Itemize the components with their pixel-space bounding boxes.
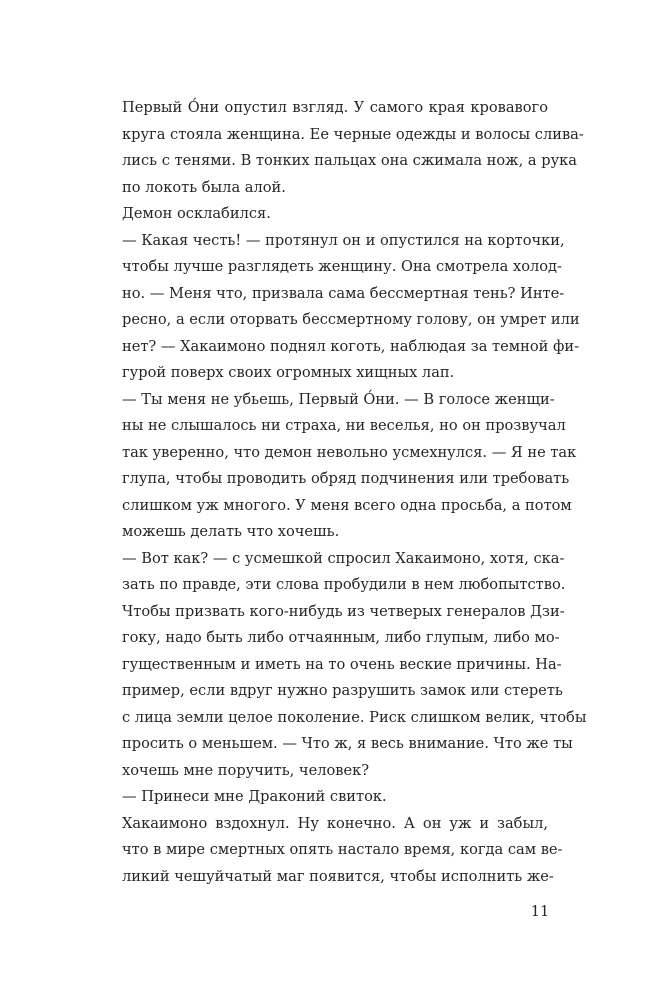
text-line: Демон осклабился. [122, 205, 271, 222]
text-line: но. — Меня что, призвала сама бессмертная тень? Инте- [122, 284, 565, 302]
text-line: глупа, чтобы проводить обряд подчинения или требовать [122, 470, 570, 487]
text-line: ны не слышалось ни страха, ни веселья, но он прозвучал [122, 417, 566, 434]
text-line: слишком уж многого. У меня всего одна просьба, а потом [122, 496, 572, 514]
text-line: гущественным и иметь на то очень веские причины. На- [122, 655, 562, 673]
text-line: ресно, а если оторвать бессмертному голову, он умрет или [122, 311, 580, 328]
text-line: что в мире смертных опять настало время, когда сам ве- [122, 841, 563, 858]
text-line: — Вот как? — с усмешкой спросил Хакаимоно, хотя, ска- [122, 549, 565, 567]
text-line: — Ты меня не убьешь, Первый О́ни. — В голосе женщи- [122, 390, 555, 408]
text-line: — Какая честь! — протянул он и опустился на корточки, [122, 231, 565, 249]
text-line: гурой поверх своих огромных хищных лап. [122, 364, 455, 381]
page-number: 11 [530, 903, 550, 920]
text-line: нет? — Хакаимоно поднял коготь, наблюдая за темной фи- [122, 337, 580, 355]
text-line: просить о меньшем. — Что ж, я весь внимание. Что же ты [122, 735, 573, 752]
text-line: Первый О́ни опустил взгляд. У самого края кровавого [122, 99, 548, 116]
text-line: круга стояла женщина. Ее черные одежды и волосы слива- [122, 125, 584, 143]
text-line: ликий чешуйчатый маг появится, чтобы исполнить же- [122, 867, 554, 885]
text-line: — Принеси мне Драконий свиток. [122, 788, 387, 805]
text-line: Чтобы призвать кого-нибудь из четверых генералов Дзи- [122, 602, 565, 620]
text-line: Хакаимоно вздохнул. Ну конечно. А он уж и забыл, [122, 814, 548, 832]
text-line: гоку, надо быть либо отчаянным, либо глупым, либо мо- [122, 629, 560, 646]
text-line: лись с тенями. В тонких пальцах она сжимала нож, а рука [122, 152, 577, 169]
text-line: по локоть была алой. [122, 178, 286, 196]
text-line: хочешь мне поручить, человек? [122, 761, 370, 779]
text-line: пример, если вдруг нужно разрушить замок или стереть [122, 682, 563, 699]
text-line: чтобы лучше разглядеть женщину. Она смотрела холод- [122, 258, 562, 275]
text-line: так уверенно, что демон невольно усмехнулся. — Я не так [122, 443, 577, 461]
text-line: с лица земли целое поколение. Риск слишком велик, чтобы [122, 708, 587, 726]
text-line: можешь делать что хочешь. [122, 523, 340, 540]
text-line: зать по правде, эти слова пробудили в нем любопытство. [122, 576, 566, 593]
